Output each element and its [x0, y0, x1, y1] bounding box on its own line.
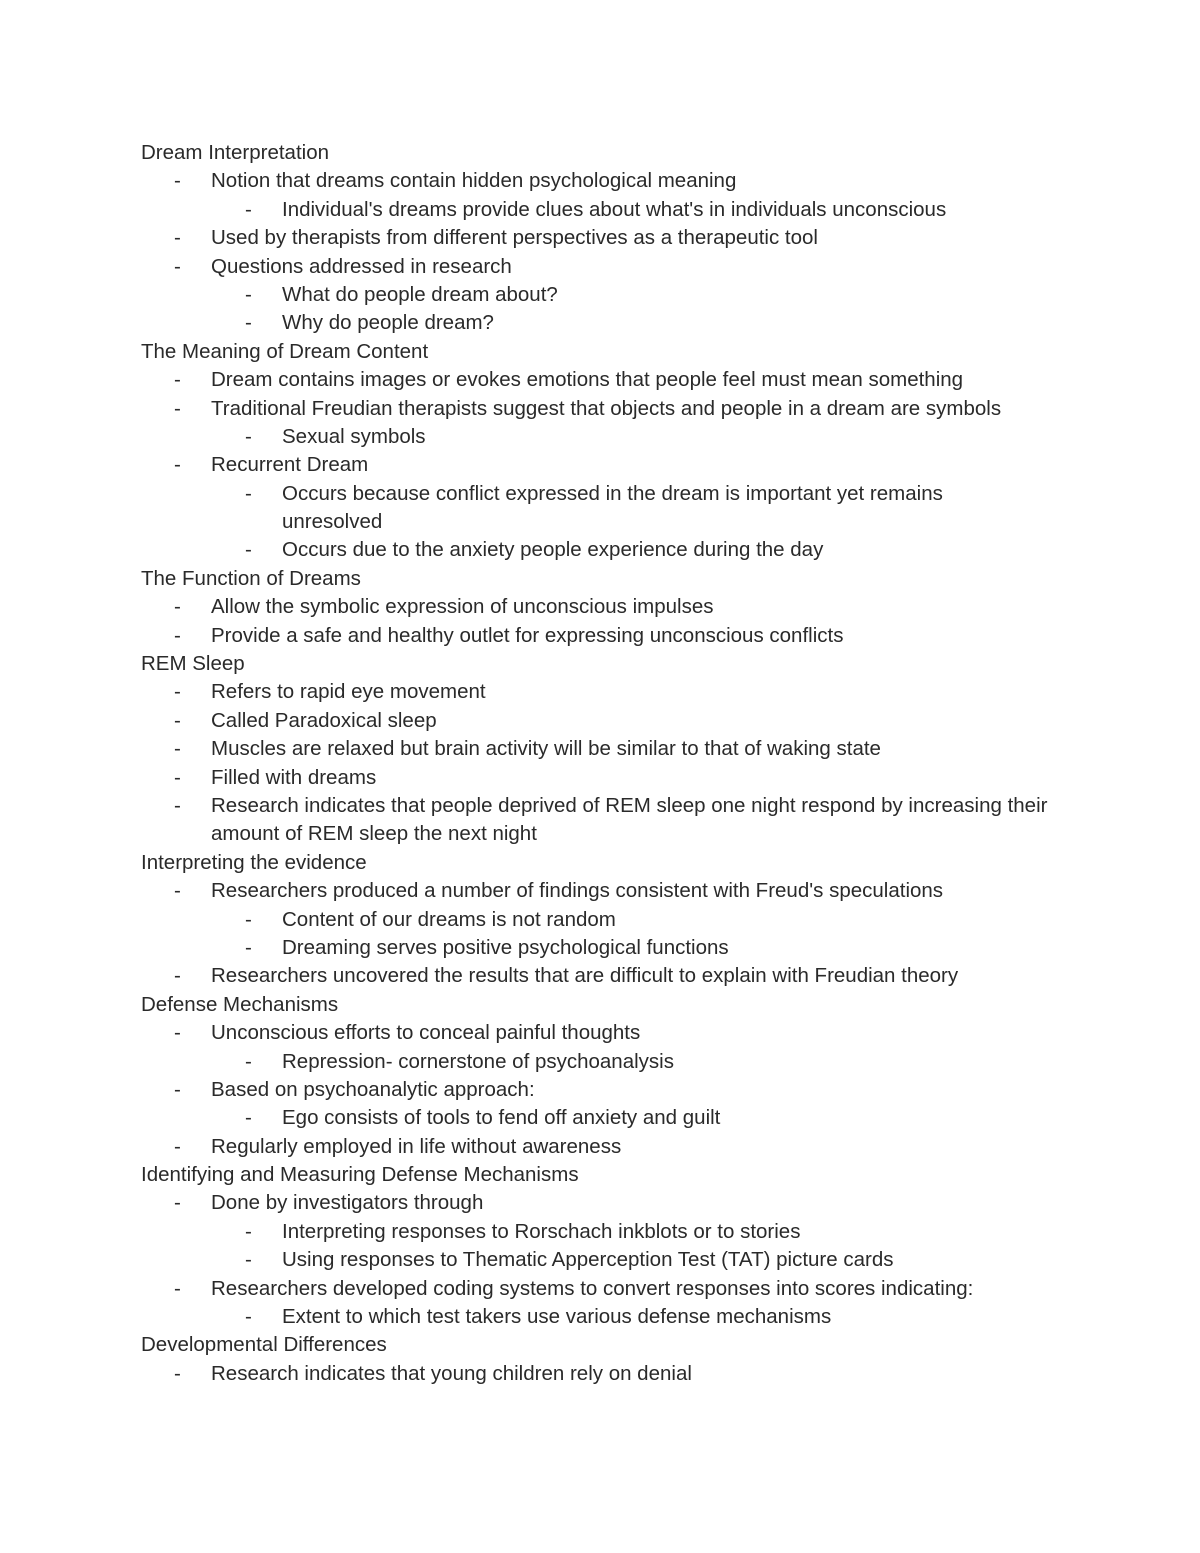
bullet-text: Muscles are relaxed but brain activity will be similar to that of waking state [211, 737, 881, 761]
bullet-text: Why do people dream? [282, 311, 494, 335]
bullet-item [0, 451, 1200, 479]
bullet-dash: - [174, 964, 181, 988]
bullet-item [0, 1019, 1200, 1047]
bullet-item [0, 224, 1200, 252]
bullet-dash: - [174, 368, 181, 392]
bullet-dash: - [174, 1191, 181, 1215]
bullet-text: Recurrent Dream [211, 453, 369, 477]
bullet-dash: - [174, 623, 181, 647]
bullet-text: Based on psychoanalytic approach: [211, 1077, 535, 1101]
bullet-dash: - [245, 538, 252, 562]
bullet-text: Repression- cornerstone of psychoanalysis [282, 1049, 674, 1073]
bullet-item [0, 253, 1200, 281]
bullet-dash: - [245, 424, 252, 448]
bullet-item [0, 1076, 1200, 1104]
bullet-item [0, 366, 1200, 394]
bullet-item [0, 1275, 1200, 1303]
bullet-dash: - [174, 254, 181, 278]
bullet-item [0, 395, 1200, 423]
bullet-text: Done by investigators through [211, 1191, 484, 1215]
bullet-item [0, 593, 1200, 621]
heading-text: Dream Interpretation [141, 141, 330, 164]
section-heading [0, 1161, 1200, 1189]
bullet-item [0, 480, 1200, 537]
section-heading [0, 650, 1200, 678]
bullet-item [0, 423, 1200, 451]
bullet-item [0, 735, 1200, 763]
bullet-dash: - [174, 226, 181, 250]
bullet-dash: - [174, 1361, 181, 1385]
bullet-dash: - [174, 1134, 181, 1158]
bullet-dash: - [174, 1077, 181, 1101]
bullet-dash: - [245, 1248, 252, 1272]
bullet-item [0, 707, 1200, 735]
heading-text: REM Sleep [141, 652, 245, 676]
bullet-item [0, 536, 1200, 564]
bullet-dash: - [174, 1276, 181, 1300]
bullet-text: Researchers produced a number of findings consistent with Freud's speculations [211, 879, 944, 903]
bullet-text: Used by therapists from different perspectives as a therapeutic tool [211, 226, 818, 250]
bullet-item [0, 281, 1200, 309]
bullet-item [0, 1218, 1200, 1246]
heading-text: Developmental Differences [141, 1333, 387, 1357]
bullet-text: Occurs because conflict expressed in the dream is important yet remains unresolved [282, 481, 943, 534]
bullet-dash: - [174, 765, 181, 789]
bullet-text: Dreaming serves positive psychological functions [282, 935, 729, 959]
bullet-dash: - [245, 282, 252, 306]
bullet-dash: - [174, 794, 181, 817]
bullet-dash: - [245, 197, 252, 221]
bullet-text: Researchers uncovered the results that are difficult to explain with Freudian theory [211, 964, 959, 988]
bullet-text: Research indicates that people deprived of REM sleep one night respond by increasing their amount of REM sleep the next night [211, 794, 1048, 846]
bullet-item [0, 1048, 1200, 1076]
heading-text: Defense Mechanisms [141, 992, 339, 1016]
bullet-text: Using responses to Thematic Apperception Test (TAT) picture cards [282, 1248, 894, 1272]
bullet-dash: - [174, 453, 181, 477]
bullet-dash: - [174, 1021, 181, 1045]
bullet-text: Sexual symbols [282, 424, 426, 448]
bullet-item [0, 906, 1200, 934]
bullet-text: Individual's dreams provide clues about what's in individuals unconscious [282, 197, 947, 221]
section-heading [0, 1331, 1200, 1359]
bullet-text: Questions addressed in research [211, 254, 512, 278]
bullet-text: Traditional Freudian therapists suggest that objects and people in a dream are symbols [211, 396, 1002, 420]
bullet-dash: - [245, 1049, 252, 1073]
bullet-dash: - [174, 396, 181, 420]
bullet-text: What do people dream about? [282, 282, 558, 306]
bullet-dash: - [174, 680, 181, 704]
bullet-text: Extent to which test takers use various defense mechanisms [282, 1305, 832, 1329]
bullet-item [0, 962, 1200, 990]
bullet-text: Regularly employed in life without awareness [211, 1134, 622, 1158]
bullet-item [0, 678, 1200, 706]
bullet-dash: - [245, 907, 252, 931]
bullet-text: Ego consists of tools to fend off anxiety and guilt [282, 1106, 721, 1130]
bullet-item [0, 934, 1200, 962]
bullet-text: Occurs due to the anxiety people experience during the day [282, 538, 824, 562]
bullet-text: Researchers developed coding systems to convert responses into scores indicating: [211, 1276, 974, 1300]
bullet-item [0, 764, 1200, 792]
bullet-item [0, 1246, 1200, 1274]
bullet-text: Research indicates that young children rely on denial [211, 1361, 692, 1385]
bullet-item [0, 1104, 1200, 1132]
bullet-text: Interpreting responses to Rorschach inkblots or to stories [282, 1219, 801, 1243]
bullet-dash: - [245, 311, 252, 335]
section-heading [0, 565, 1200, 593]
heading-text: Interpreting the evidence [141, 850, 367, 874]
heading-text: The Function of Dreams [141, 566, 361, 590]
document-body [0, 139, 1200, 1388]
bullet-item [0, 1133, 1200, 1161]
section-heading [0, 849, 1200, 877]
bullet-text: Notion that dreams contain hidden psychological meaning [211, 169, 737, 193]
bullet-text: Dream contains images or evokes emotions that people feel must mean something [211, 368, 964, 392]
bullet-item [0, 1303, 1200, 1331]
bullet-item [0, 1189, 1200, 1217]
heading-text: The Meaning of Dream Content [141, 339, 429, 363]
bullet-item [0, 792, 1200, 849]
bullet-dash: - [245, 1106, 252, 1130]
bullet-dash: - [174, 595, 181, 619]
bullet-text: Filled with dreams [211, 765, 377, 789]
section-heading [0, 338, 1200, 366]
bullet-item [0, 1360, 1200, 1388]
bullet-dash: - [245, 1219, 252, 1243]
section-heading [0, 139, 1200, 167]
bullet-dash: - [245, 481, 252, 505]
bullet-text: Refers to rapid eye movement [211, 680, 486, 704]
bullet-item [0, 622, 1200, 650]
bullet-text: Content of our dreams is not random [282, 907, 616, 931]
section-heading [0, 991, 1200, 1019]
bullet-dash: - [174, 737, 181, 761]
bullet-item [0, 167, 1200, 195]
bullet-item [0, 196, 1200, 224]
bullet-dash: - [245, 1305, 252, 1329]
bullet-item [0, 877, 1200, 905]
bullet-text: Unconscious efforts to conceal painful thoughts [211, 1021, 641, 1045]
bullet-dash: - [245, 935, 252, 959]
bullet-text: Provide a safe and healthy outlet for expressing unconscious conflicts [211, 623, 844, 647]
bullet-dash: - [174, 879, 181, 903]
bullet-text: Allow the symbolic expression of unconscious impulses [211, 595, 714, 619]
bullet-text: Called Paradoxical sleep [211, 708, 437, 732]
heading-text: Identifying and Measuring Defense Mechanisms [141, 1163, 579, 1187]
bullet-dash: - [174, 169, 181, 193]
bullet-dash: - [174, 708, 181, 732]
bullet-item [0, 309, 1200, 337]
